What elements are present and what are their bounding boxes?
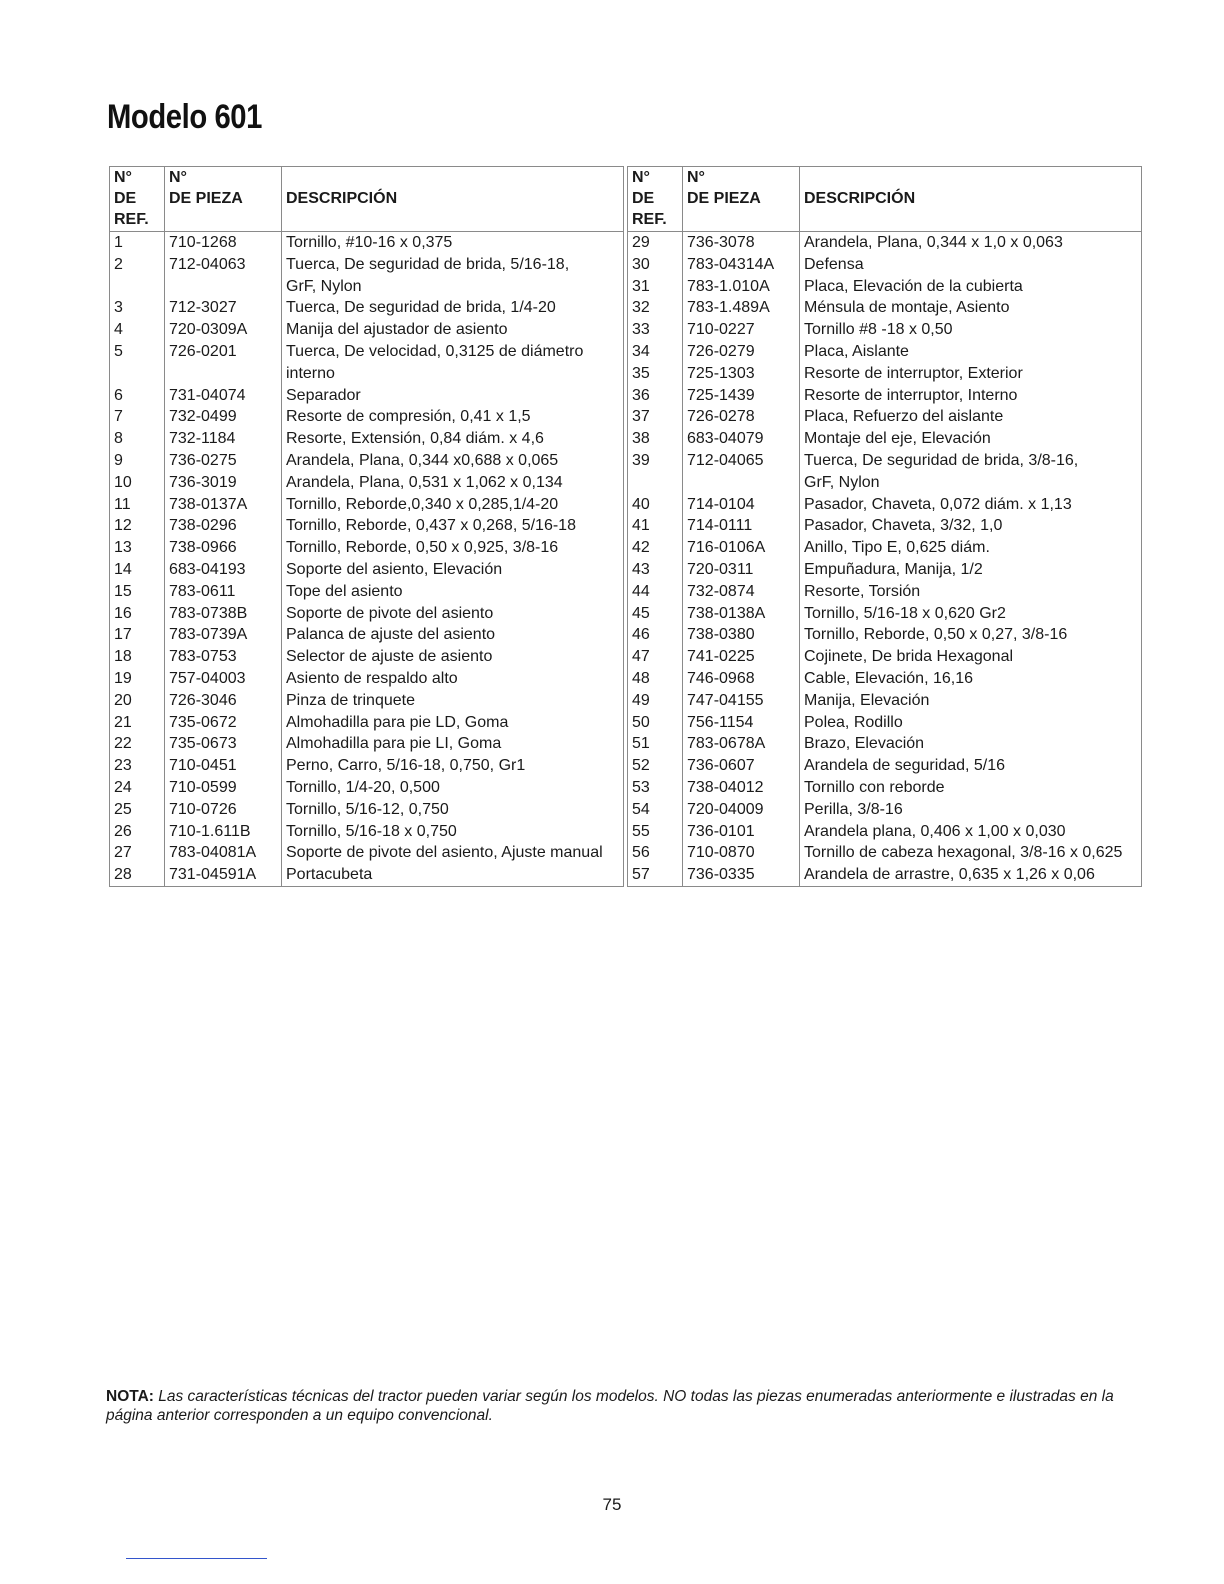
part-number-cell: 738-0380 (683, 624, 800, 646)
description-cell: Almohadilla para pie LI, Goma (282, 733, 624, 755)
table-row (110, 385, 624, 407)
table-row (110, 603, 624, 625)
part-number-cell: 783-0678A (683, 733, 800, 755)
part-number-cell: 735-0672 (165, 712, 282, 734)
part-number-cell: 783-04081A (165, 842, 282, 864)
table-row (628, 733, 1142, 755)
ref-number-cell: 22 (110, 733, 165, 755)
description-cell: Pinza de trinquete (282, 690, 624, 712)
ref-number-cell: 25 (110, 799, 165, 821)
description-cell: Arandela, Plana, 0,344 x0,688 x 0,065 (282, 450, 624, 472)
part-number-cell: 738-0137A (165, 494, 282, 516)
ref-number-cell: 40 (628, 494, 683, 516)
part-number-cell: 736-0607 (683, 755, 800, 777)
ref-number-cell: 32 (628, 297, 683, 319)
description-cell: Anillo, Tipo E, 0,625 diám. (800, 537, 1142, 559)
ref-number-cell: 31 (628, 276, 683, 298)
ref-number-cell: 1 (110, 232, 165, 254)
ref-number-cell: 29 (628, 232, 683, 254)
table-row (628, 646, 1142, 668)
ref-number-cell: 27 (110, 842, 165, 864)
ref-number-cell: 48 (628, 668, 683, 690)
table-row (628, 842, 1142, 864)
part-number-cell: 736-3019 (165, 472, 282, 494)
description-cell: Separador (282, 385, 624, 407)
parts-table-left-body (110, 232, 624, 887)
ref-number-cell: 57 (628, 864, 683, 886)
ref-number-cell: 38 (628, 428, 683, 450)
ref-number-cell: 3 (110, 297, 165, 319)
ref-number-cell: 43 (628, 559, 683, 581)
ref-number-cell: 10 (110, 472, 165, 494)
description-cell: Cable, Elevación, 16,16 (800, 668, 1142, 690)
parts-table-right (627, 166, 1142, 887)
description-cell: Asiento de respaldo alto (282, 668, 624, 690)
description-cell: Placa, Elevación de la cubierta (800, 276, 1142, 298)
description-cell: Resorte de interruptor, Interno (800, 385, 1142, 407)
table-row (110, 842, 624, 864)
part-number-cell: 783-0739A (165, 624, 282, 646)
part-number-cell: 738-0138A (683, 603, 800, 625)
part-number-cell: 756-1154 (683, 712, 800, 734)
table-row (628, 559, 1142, 581)
description-cell: Resorte, Torsión (800, 581, 1142, 603)
ref-number-cell: 54 (628, 799, 683, 821)
ref-number-cell: 4 (110, 319, 165, 341)
table-row (110, 799, 624, 821)
header-part-number (165, 167, 282, 232)
description-cell: Tornillo, 5/16-18 x 0,750 (282, 821, 624, 843)
table-row (628, 363, 1142, 385)
description-cell: Soporte de pivote del asiento, Ajuste manual (282, 842, 624, 864)
header-description-label: DESCRIPCIÓN (286, 190, 398, 207)
description-cell: Brazo, Elevación (800, 733, 1142, 755)
description-cell: Placa, Refuerzo del aislante (800, 406, 1142, 428)
table-row (628, 864, 1142, 886)
part-number-cell: 726-0278 (683, 406, 800, 428)
table-row (110, 254, 624, 276)
description-cell: Perno, Carro, 5/16-18, 0,750, Gr1 (282, 755, 624, 777)
ref-number-cell: 13 (110, 537, 165, 559)
header-ref-line2: DE (632, 190, 655, 207)
header-description (282, 167, 624, 232)
table-row (628, 341, 1142, 363)
part-number-cell: 738-0966 (165, 537, 282, 559)
header-description-label: DESCRIPCIÓN (804, 190, 916, 207)
description-cell: Soporte de pivote del asiento (282, 603, 624, 625)
description-cell: Manija del ajustador de asiento (282, 319, 624, 341)
header-part-line1: N° (687, 169, 705, 186)
ref-number-cell: 39 (628, 450, 683, 472)
header-ref-line3: REF. (114, 211, 149, 228)
table-row (628, 777, 1142, 799)
description-cell: Palanca de ajuste del asiento (282, 624, 624, 646)
ref-number-cell: 26 (110, 821, 165, 843)
header-part-number (683, 167, 800, 232)
table-row (628, 406, 1142, 428)
part-number-cell: 726-3046 (165, 690, 282, 712)
part-number-cell: 726-0201 (165, 341, 282, 363)
description-cell: Tope del asiento (282, 581, 624, 603)
header-part-line2: DE PIEZA (687, 190, 761, 207)
part-number-cell: 731-04591A (165, 864, 282, 886)
description-cell: Defensa (800, 254, 1142, 276)
ref-number-cell (110, 363, 165, 385)
table-row (110, 755, 624, 777)
table-row (110, 450, 624, 472)
table-row (628, 276, 1142, 298)
description-cell: Arandela plana, 0,406 x 1,00 x 0,030 (800, 821, 1142, 843)
table-row (628, 232, 1142, 254)
header-ref-line1: N° (114, 169, 132, 186)
footnote (106, 1387, 1146, 1425)
description-cell: GrF, Nylon (282, 276, 624, 298)
part-number-cell (165, 363, 282, 385)
table-row (628, 254, 1142, 276)
header-ref-number (628, 167, 683, 232)
part-number-cell: 714-0111 (683, 515, 800, 537)
description-cell: Resorte de compresión, 0,41 x 1,5 (282, 406, 624, 428)
ref-number-cell: 49 (628, 690, 683, 712)
part-number-cell: 710-1268 (165, 232, 282, 254)
part-number-cell: 710-1.611B (165, 821, 282, 843)
table-row (110, 276, 624, 298)
description-cell: Tuerca, De seguridad de brida, 1/4-20 (282, 297, 624, 319)
table-row (628, 755, 1142, 777)
description-cell: Tuerca, De seguridad de brida, 3/8-16, (800, 450, 1142, 472)
part-number-cell: 710-0599 (165, 777, 282, 799)
ref-number-cell: 6 (110, 385, 165, 407)
description-cell: Tornillo, Reborde, 0,437 x 0,268, 5/16-18 (282, 515, 624, 537)
ref-number-cell: 52 (628, 755, 683, 777)
ref-number-cell: 2 (110, 254, 165, 276)
note-label: NOTA: (106, 1388, 154, 1405)
part-number-cell: 747-04155 (683, 690, 800, 712)
ref-number-cell: 28 (110, 864, 165, 886)
description-cell: Tornillo, Reborde, 0,50 x 0,27, 3/8-16 (800, 624, 1142, 646)
ref-number-cell: 55 (628, 821, 683, 843)
description-cell: Pasador, Chaveta, 0,072 diám. x 1,13 (800, 494, 1142, 516)
part-number-cell: 735-0673 (165, 733, 282, 755)
description-cell: Soporte del asiento, Elevación (282, 559, 624, 581)
table-row (628, 537, 1142, 559)
ref-number-cell: 46 (628, 624, 683, 646)
table-row (110, 624, 624, 646)
table-row (110, 690, 624, 712)
table-row (110, 712, 624, 734)
table-row (110, 297, 624, 319)
part-number-cell: 712-04065 (683, 450, 800, 472)
table-row (628, 712, 1142, 734)
ref-number-cell: 16 (110, 603, 165, 625)
part-number-cell: 732-1184 (165, 428, 282, 450)
description-cell: Tornillo con reborde (800, 777, 1142, 799)
ref-number-cell: 53 (628, 777, 683, 799)
part-number-cell: 783-0611 (165, 581, 282, 603)
description-cell: Tornillo, 5/16-18 x 0,620 Gr2 (800, 603, 1142, 625)
description-cell: Tornillo, #10-16 x 0,375 (282, 232, 624, 254)
description-cell: Polea, Rodillo (800, 712, 1142, 734)
description-cell: Tornillo, Reborde,0,340 x 0,285,1/4-20 (282, 494, 624, 516)
description-cell: Tuerca, De seguridad de brida, 5/16-18, (282, 254, 624, 276)
description-cell: Arandela de seguridad, 5/16 (800, 755, 1142, 777)
table-row (628, 515, 1142, 537)
table-row (110, 668, 624, 690)
table-header-row (628, 167, 1142, 232)
table-row (628, 690, 1142, 712)
table-row (110, 428, 624, 450)
part-number-cell: 710-0451 (165, 755, 282, 777)
description-cell: Tornillo #8 -18 x 0,50 (800, 319, 1142, 341)
table-row (628, 603, 1142, 625)
part-number-cell: 783-0753 (165, 646, 282, 668)
ref-number-cell: 14 (110, 559, 165, 581)
table-header-row (110, 167, 624, 232)
description-cell: Montaje del eje, Elevación (800, 428, 1142, 450)
page-number: 75 (602, 1495, 622, 1514)
table-row (110, 821, 624, 843)
ref-number-cell: 7 (110, 406, 165, 428)
part-number-cell: 714-0104 (683, 494, 800, 516)
description-cell: Tornillo de cabeza hexagonal, 3/8-16 x 0,625 (800, 842, 1142, 864)
part-number-cell: 725-1439 (683, 385, 800, 407)
header-part-line2: DE PIEZA (169, 190, 243, 207)
part-number-cell: 720-0311 (683, 559, 800, 581)
table-row (110, 864, 624, 886)
ref-number-cell: 56 (628, 842, 683, 864)
note-text: Las características técnicas del tractor pueden variar según los modelos. NO todas las piezas enumeradas anteriormente e ilustradas en la página anterior corresponden a un equipo convencional. (106, 1388, 1114, 1424)
description-cell: Arandela, Plana, 0,344 x 1,0 x 0,063 (800, 232, 1142, 254)
part-number-cell: 725-1303 (683, 363, 800, 385)
part-number-cell: 757-04003 (165, 668, 282, 690)
description-cell: Resorte de interruptor, Exterior (800, 363, 1142, 385)
ref-number-cell: 5 (110, 341, 165, 363)
description-cell: Manija, Elevación (800, 690, 1142, 712)
table-row (110, 363, 624, 385)
part-number-cell: 783-04314A (683, 254, 800, 276)
header-ref-line1: N° (632, 169, 650, 186)
part-number-cell: 741-0225 (683, 646, 800, 668)
ref-number-cell: 11 (110, 494, 165, 516)
part-number-cell: 736-0275 (165, 450, 282, 472)
ref-number-cell: 42 (628, 537, 683, 559)
footer-rule (126, 1558, 267, 1559)
ref-number-cell: 41 (628, 515, 683, 537)
ref-number-cell: 9 (110, 450, 165, 472)
description-cell: Arandela de arrastre, 0,635 x 1,26 x 0,06 (800, 864, 1142, 886)
description-cell: Tornillo, 5/16-12, 0,750 (282, 799, 624, 821)
part-number-cell: 738-04012 (683, 777, 800, 799)
part-number-cell: 783-0738B (165, 603, 282, 625)
table-row (110, 559, 624, 581)
ref-number-cell: 30 (628, 254, 683, 276)
description-cell: Portacubeta (282, 864, 624, 886)
table-row (628, 450, 1142, 472)
description-cell: Tornillo, 1/4-20, 0,500 (282, 777, 624, 799)
part-number-cell (165, 276, 282, 298)
page-title: Modelo 601 (107, 98, 262, 136)
part-number-cell: 783-1.489A (683, 297, 800, 319)
part-number-cell (683, 472, 800, 494)
table-row (628, 319, 1142, 341)
part-number-cell: 732-0874 (683, 581, 800, 603)
table-row (110, 319, 624, 341)
part-number-cell: 732-0499 (165, 406, 282, 428)
description-cell: Perilla, 3/8-16 (800, 799, 1142, 821)
description-cell: GrF, Nylon (800, 472, 1142, 494)
table-row (628, 385, 1142, 407)
part-number-cell: 720-0309A (165, 319, 282, 341)
part-number-cell: 726-0279 (683, 341, 800, 363)
part-number-cell: 683-04193 (165, 559, 282, 581)
ref-number-cell (628, 472, 683, 494)
description-cell: Tornillo, Reborde, 0,50 x 0,925, 3/8-16 (282, 537, 624, 559)
table-row (628, 624, 1142, 646)
ref-number-cell: 12 (110, 515, 165, 537)
part-number-cell: 712-3027 (165, 297, 282, 319)
table-row (110, 537, 624, 559)
table-row (628, 799, 1142, 821)
header-ref-number (110, 167, 165, 232)
ref-number-cell: 44 (628, 581, 683, 603)
part-number-cell: 736-0335 (683, 864, 800, 886)
table-row (110, 406, 624, 428)
table-row (628, 581, 1142, 603)
ref-number-cell: 45 (628, 603, 683, 625)
ref-number-cell: 47 (628, 646, 683, 668)
table-row (628, 668, 1142, 690)
ref-number-cell: 33 (628, 319, 683, 341)
table-row (628, 472, 1142, 494)
ref-number-cell: 20 (110, 690, 165, 712)
description-cell: Selector de ajuste de asiento (282, 646, 624, 668)
description-cell: Tuerca, De velocidad, 0,3125 de diámetro (282, 341, 624, 363)
table-row (628, 494, 1142, 516)
parts-table-left (109, 166, 624, 887)
part-number-cell: 683-04079 (683, 428, 800, 450)
ref-number-cell: 19 (110, 668, 165, 690)
part-number-cell: 746-0968 (683, 668, 800, 690)
description-cell: Cojinete, De brida Hexagonal (800, 646, 1142, 668)
ref-number-cell (110, 276, 165, 298)
description-cell: Resorte, Extensión, 0,84 diám. x 4,6 (282, 428, 624, 450)
ref-number-cell: 37 (628, 406, 683, 428)
header-ref-line2: DE (114, 190, 137, 207)
ref-number-cell: 15 (110, 581, 165, 603)
ref-number-cell: 8 (110, 428, 165, 450)
description-cell: interno (282, 363, 624, 385)
ref-number-cell: 35 (628, 363, 683, 385)
table-row (110, 733, 624, 755)
description-cell: Placa, Aislante (800, 341, 1142, 363)
ref-number-cell: 24 (110, 777, 165, 799)
description-cell: Ménsula de montaje, Asiento (800, 297, 1142, 319)
parts-table-right-body (628, 232, 1142, 887)
header-part-line1: N° (169, 169, 187, 186)
table-row (110, 581, 624, 603)
table-row (110, 232, 624, 254)
ref-number-cell: 18 (110, 646, 165, 668)
description-cell: Pasador, Chaveta, 3/32, 1,0 (800, 515, 1142, 537)
ref-number-cell: 34 (628, 341, 683, 363)
description-cell: Almohadilla para pie LD, Goma (282, 712, 624, 734)
part-number-cell: 736-3078 (683, 232, 800, 254)
part-number-cell: 736-0101 (683, 821, 800, 843)
table-row (110, 777, 624, 799)
ref-number-cell: 23 (110, 755, 165, 777)
table-row (628, 428, 1142, 450)
part-number-cell: 710-0870 (683, 842, 800, 864)
part-number-cell: 731-04074 (165, 385, 282, 407)
table-row (110, 341, 624, 363)
header-description (800, 167, 1142, 232)
ref-number-cell: 51 (628, 733, 683, 755)
part-number-cell: 720-04009 (683, 799, 800, 821)
table-row (110, 646, 624, 668)
part-number-cell: 783-1.010A (683, 276, 800, 298)
table-row (628, 821, 1142, 843)
header-ref-line3: REF. (632, 211, 667, 228)
table-row (110, 472, 624, 494)
description-cell: Arandela, Plana, 0,531 x 1,062 x 0,134 (282, 472, 624, 494)
ref-number-cell: 17 (110, 624, 165, 646)
part-number-cell: 716-0106A (683, 537, 800, 559)
description-cell: Empuñadura, Manija, 1/2 (800, 559, 1142, 581)
ref-number-cell: 50 (628, 712, 683, 734)
table-row (110, 515, 624, 537)
part-number-cell: 710-0726 (165, 799, 282, 821)
part-number-cell: 738-0296 (165, 515, 282, 537)
part-number-cell: 710-0227 (683, 319, 800, 341)
table-row (628, 297, 1142, 319)
table-row (110, 494, 624, 516)
ref-number-cell: 36 (628, 385, 683, 407)
part-number-cell: 712-04063 (165, 254, 282, 276)
ref-number-cell: 21 (110, 712, 165, 734)
